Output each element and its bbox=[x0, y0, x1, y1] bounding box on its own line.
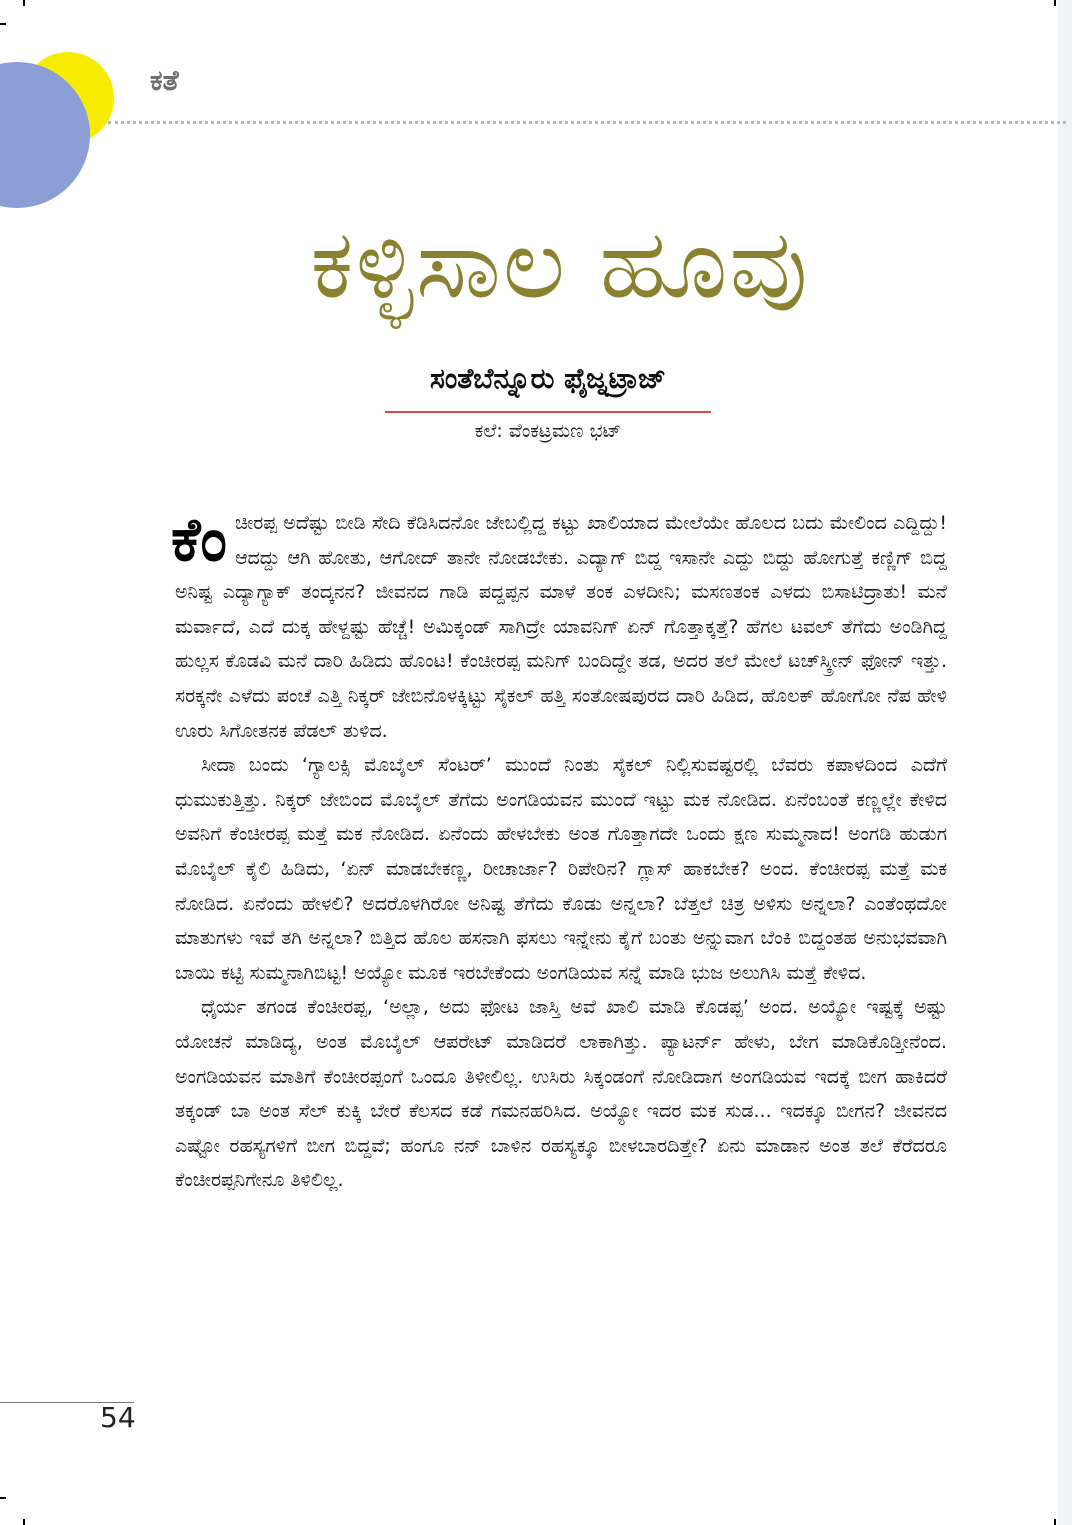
story-body bbox=[171, 505, 947, 1198]
paragraph-1 bbox=[171, 505, 947, 748]
author-name: ಸಂತೆಬೆನ್ನೂರು ಫೈಜ್ನಟ್ರಾಜ್ bbox=[429, 362, 667, 395]
crop-mark-top-right bbox=[1054, 0, 1056, 6]
drop-cap: ಕೆಂ bbox=[171, 505, 227, 575]
crop-mark-left-bottom bbox=[0, 1497, 6, 1499]
paragraph-1-text: ಚೀರಪ್ಪ ಅದೆಷ್ಟು ಬೀಡಿ ಸೇದಿ ಕೆಡಿಸಿದನೋ ಜೇಬಲ್ಲಿದ್ದ ಕಟ್ಟು ಖಾಲಿಯಾದ ಮೇಲೆಯೇ ಹೊಲದ ಬದು ಮೇಲಿಂದ ಎದ್ದಿದ್ದು! ಆದದ್ದು ಆಗಿ ಹೋತು, ಆಗೋದ್ ತಾನೇ ನೋಡಬೇಕು. ಎದ್ಯಾಗ್ ಬಿದ್ದ ಇಸಾನೇ ಎದ್ದು ಬಿದ್ದು ಹೋಗುತ್ತೆ ಕಣ್ಣಿಗ್ ಬಿದ್ದ ಅನಿಷ್ಟ ಎದ್ಯಾಗ್ಯಾಕ್ ತಂದ್ಕನನ? ಜೀವನದ ಗಾಡಿ ಪದ್ದಪ್ಪನ ಮಾಳೆ ತಂಕ ಎಳದೀನಿ; ಮಸಣತಂಕ ಎಳದು ಬಿಸಾಟಿದ್ರಾತು! ಮನೆ ಮರ್ವಾದೆ, ಎದೆ ದುಕ್ಕ ಹೇಳ್ದಷ್ಟು ಹೆಚ್ಚೆ! ಅಮಿಕ್ಕಂಡ್ ಸಾಗಿದ್ರೇ ಯಾವನಿಗ್ ಏನ್ ಗೊತ್ತಾಕ್ಕತ್ತೆ? ಹೆಗಲ ಟವಲ್ ತೆಗೆದು ಅಂಡಿಗಿದ್ದ ಹುಲ್ಲಸ ಕೊಡವಿ ಮನೆ ದಾರಿ ಹಿಡಿದು ಹೊಂಟ! ಕೆಂಚೀರಪ್ಪ ಮನಿಗ್ ಬಂದಿದ್ದೇ ತಡ, ಅದರ ತಲೆ ಮೇಲೆ ಟಚ್‌ಸ್ಕ್ರೀನ್ ಫೋನ್ ಇತ್ತು. ಸರಕ್ಕನೇ ಎಳೆದು ಪಂಚೆ ಎತ್ತಿ ನಿಕ್ಕರ್ ಜೇಬಿನೊಳಕ್ಕಿಟ್ಟು ಸೈಕಲ್ ಹತ್ತಿ ಸಂತೋಷಪುರದ ದಾರಿ ಹಿಡಿದ, ಹೊಲಕ್ ಹೋಗೋ ನೆಪ ಹೇಳಿ ಊರು ಸಿಗೋತನಕ ಪೆಡಲ್ ತುಳಿದ. bbox=[175, 512, 947, 742]
paragraph-2: ಸೀದಾ ಬಂದು ‘ಗ್ಯಾಲಕ್ಸಿ ಮೊಬೈಲ್ ಸೆಂಟರ್’ ಮುಂದೆ ನಿಂತು ಸೈಕಲ್ ನಿಲ್ಲಿಸುವಷ್ಟರಲ್ಲಿ ಬೆವರು ಕಪಾಳದಿಂದ ಎದೆಗೆ ಧುಮುಕುತ್ತಿತ್ತು. ನಿಕ್ಕರ್ ಜೇಬಿಂದ ಮೊಬೈಲ್ ತೆಗೆದು ಅಂಗಡಿಯವನ ಮುಂದೆ ಇಟ್ಟು ಮಕ ನೋಡಿದ. ಏನೆಂಬಂತೆ ಕಣ್ಣಲ್ಲೇ ಕೇಳಿದ ಅವನಿಗೆ ಕೆಂಚೀರಪ್ಪ ಮತ್ತೆ ಮಕ ನೋಡಿದ. ಏನೆಂದು ಹೇಳಬೇಕು ಅಂತ ಗೊತ್ತಾಗದೇ ಒಂದು ಕ್ಷಣ ಸುಮ್ಮನಾದ! ಅಂಗಡಿ ಹುಡುಗ ಮೊಬೈಲ್ ಕೈಲಿ ಹಿಡಿದು, ‘ಏನ್ ಮಾಡಬೇಕಣ್ಣ, ರೀಚಾರ್ಜಾ? ರಿಪೇರಿನ? ಗ್ಲಾಸ್ ಹಾಕಬೇಕ? ಅಂದ. ಕೆಂಚೀರಪ್ಪ ಮತ್ತೆ ಮಕ ನೋಡಿದ. ಏನೆಂದು ಹೇಳಲಿ? ಅದರೊಳಗಿರೋ ಅನಿಷ್ಟ ತೆಗೆದು ಕೊಡು ಅನ್ನಲಾ? ಬೆತ್ತಲೆ ಚಿತ್ರ ಅಳಿಸು ಅನ್ನಲಾ? ಎಂತೆಂಥದೋ ಮಾತುಗಳು ಇವೆ ತಗಿ ಅನ್ನಲಾ? ಬಿತ್ತಿದ ಹೊಲ ಹಸನಾಗಿ ಫಸಲು ಇನ್ನೇನು ಕೈಗೆ ಬಂತು ಅನ್ನುವಾಗ ಬೆಂಕಿ ಬಿದ್ದಂತಹ ಅನುಭವವಾಗಿ ಬಾಯಿ ಕಟ್ಟಿ ಸುಮ್ಮನಾಗಿಬಿಟ್ಟ! ಅಯ್ಯೋ ಮೂಕ ಇರಬೇಕೆಂದು ಅಂಗಡಿಯವ ಸನ್ನೆ ಮಾಡಿ ಭುಜ ಅಲುಗಿಸಿ ಮತ್ತೆ ಕೇಳಿದ. bbox=[175, 754, 947, 984]
story-title: ಕಳ್ಳಿಸಾಲ ಹೂವು bbox=[310, 208, 810, 320]
art-credit: ಕಲೆ: ವೆಂಕಟ್ರಮಣ ಭಟ್ bbox=[474, 420, 622, 442]
page-number: 54 bbox=[100, 1401, 136, 1434]
author-underline bbox=[385, 411, 711, 413]
section-label: ಕತೆ bbox=[150, 64, 179, 97]
crop-mark-bottom-right bbox=[1054, 1519, 1056, 1525]
crop-mark-top-left bbox=[23, 0, 25, 6]
crop-mark-left-top bbox=[0, 23, 6, 25]
header-dotted-rule bbox=[108, 121, 1066, 124]
paragraph-3: ಧೈರ್ಯ ತಗಂಡ ಕೆಂಚೀರಪ್ಪ, ‘ಅಲ್ಲಾ, ಅದು ಫೋಟ ಜಾಸ್ತಿ ಅವೆ ಖಾಲಿ ಮಾಡಿ ಕೊಡಪ್ಪ’ ಅಂದ. ಅಯ್ಯೋ ಇಷ್ಟಕ್ಕೆ ಅಷ್ಟು ಯೋಚನೆ ಮಾಡಿದ್ಯ, ಅಂತ ಮೊಬೈಲ್ ಆಪರೇಟ್ ಮಾಡಿದರೆ ಲಾಕಾಗಿತ್ತು. ಪ್ಯಾಟರ್ನ್ ಹೇಳು, ಬೇಗ ಮಾಡಿಕೊಡ್ತೀನೆಂದ. ಅಂಗಡಿಯವನ ಮಾತಿಗೆ ಕೆಂಚೀರಪ್ಪಂಗೆ ಒಂದೂ ತಿಳೀಲಿಲ್ಲ. ಉಸಿರು ಸಿಕ್ಕಂಡಂಗೆ ನೋಡಿದಾಗ ಅಂಗಡಿಯವ ಇದಕ್ಕೆ ಬೀಗ ಹಾಕಿದರೆ ತಕ್ಕಂಡ್ ಬಾ ಅಂತ ಸೆಲ್ ಕುಕ್ಕಿ ಬೇರೆ ಕೆಲಸದ ಕಡೆ ಗಮನಹರಿಸಿದ. ಅಯ್ಯೋ ಇದರ ಮಕ ಸುಡ... ಇದಕ್ಕೂ ಬೀಗನ? ಜೀವನದ ಎಷ್ಟೋ ರಹಸ್ಯಗಳಿಗೆ ಬೀಗ ಬಿದ್ದವೆ; ಹಂಗೂ ನನ್ ಬಾಳಿನ ರಹಸ್ಯಕ್ಕೂ ಬೀಳಬಾರದಿತ್ತೇ? ಏನು ಮಾಡಾನ ಅಂತ ತಲೆ ಕೆರೆದರೂ ಕೆಂಚೀರಪ್ಪನಿಗೇನೂ ತಿಳಿಲಿಲ್ಲ. bbox=[175, 996, 947, 1192]
crop-mark-bottom-left bbox=[23, 1519, 25, 1525]
